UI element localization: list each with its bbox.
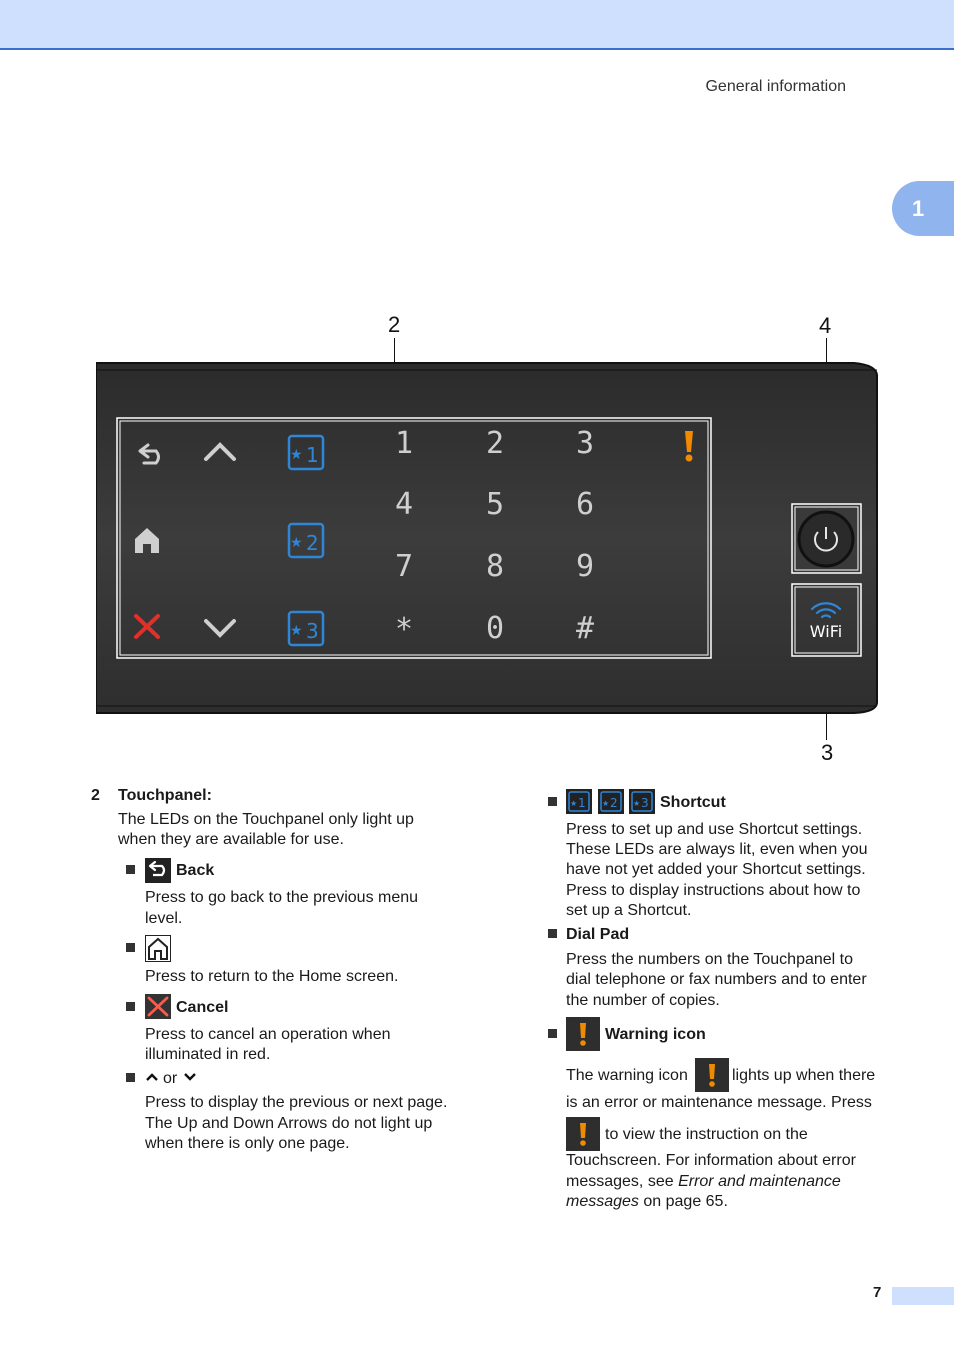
dialpad-title: Dial Pad — [566, 926, 630, 943]
digit-4: 4 — [394, 487, 414, 522]
intro-line-1: The LEDs on the Touchpanel only light up — [118, 811, 414, 828]
down-caret-icon — [183, 1072, 197, 1082]
cancel-icon-small — [145, 994, 171, 1019]
digit-8: 8 — [485, 549, 505, 584]
item-number: 2 — [91, 787, 100, 804]
svg-text:★: ★ — [602, 799, 610, 808]
svg-text:2: 2 — [306, 531, 319, 555]
digit-7: 7 — [394, 549, 414, 584]
warning-icon — [566, 1017, 600, 1051]
shortcut-title: Shortcut — [660, 794, 726, 811]
svg-text:3: 3 — [306, 619, 319, 643]
bullet-dialpad — [548, 929, 557, 938]
shortcut-desc-4: Press to display instructions about how to — [566, 882, 861, 899]
warning-desc-3: to view the instruction on the — [605, 1126, 808, 1143]
digit-5: 5 — [485, 487, 505, 522]
digit-0: 0 — [485, 611, 505, 646]
callout-3: 3 — [821, 740, 834, 765]
shortcut-desc-3: have not yet added your Shortcut settings. — [566, 861, 866, 878]
back-desc-2: level. — [145, 910, 183, 927]
shortcut-desc-1: Press to set up and use Shortcut settings. — [566, 821, 863, 838]
svg-text:★: ★ — [290, 535, 303, 551]
header-band — [0, 0, 954, 50]
section-title: General information — [705, 78, 846, 95]
xref-title-part1[interactable]: Error and maintenance — [678, 1173, 841, 1190]
cancel-desc-2: illuminated in red. — [145, 1046, 271, 1063]
warning-desc-1a: The warning icon — [566, 1067, 688, 1084]
callout-2: 2 — [388, 312, 401, 337]
cancel-desc-1: Press to cancel an operation when — [145, 1026, 391, 1043]
svg-text:★: ★ — [570, 799, 578, 808]
svg-text:★: ★ — [290, 447, 303, 463]
dialpad-desc-3: the number of copies. — [566, 992, 720, 1009]
digit-2: 2 — [485, 426, 505, 461]
bullet-cancel — [126, 1002, 135, 1011]
warning-desc-5: messages, see Error and maintenance — [566, 1173, 841, 1190]
svg-text:★: ★ — [633, 799, 641, 808]
bullet-home — [126, 943, 135, 952]
svg-text:WiFi: WiFi — [809, 622, 843, 641]
page-number: 7 — [873, 1284, 882, 1301]
back-title: Back — [176, 862, 215, 879]
item-title: Touchpanel: — [118, 787, 212, 804]
bullet-arrows — [126, 1073, 135, 1082]
warning-desc-6: messages on page 65. — [566, 1193, 728, 1210]
dialpad-desc-1: Press the numbers on the Touchpanel to — [566, 951, 853, 968]
page-tab — [892, 1287, 954, 1305]
svg-text:3: 3 — [641, 796, 649, 810]
warning-icon-inline-2 — [566, 1117, 600, 1151]
bullet-warning — [548, 1029, 557, 1038]
warning-desc-2: is an error or maintenance message. Press — [566, 1094, 872, 1111]
digit-6: 6 — [575, 487, 595, 522]
home-desc: Press to return to the Home screen. — [145, 968, 399, 985]
digit-1: 1 — [394, 426, 414, 461]
shortcut-icons-row — [566, 789, 658, 819]
arrows-or: or — [163, 1070, 178, 1087]
digit-3: 3 — [575, 426, 595, 461]
intro-line-2: when they are available for use. — [118, 831, 344, 848]
chapter-tab: 1 — [892, 181, 954, 236]
back-icon — [145, 858, 171, 883]
dialpad-desc-2: dial telephone or fax numbers and to enter — [566, 971, 867, 988]
svg-text:1: 1 — [306, 443, 319, 467]
arrows-desc-3: when there is only one page. — [145, 1135, 350, 1152]
digit-9: 9 — [575, 549, 595, 584]
arrows-desc-2: The Up and Down Arrows do not light up — [145, 1115, 433, 1132]
control-panel-illustration — [96, 361, 878, 715]
cancel-title: Cancel — [176, 999, 229, 1016]
warning-desc-4: Touchscreen. For information about error — [566, 1152, 856, 1169]
home-icon-small — [145, 935, 171, 962]
svg-text:1: 1 — [578, 796, 586, 810]
callout-4: 4 — [819, 313, 832, 338]
digit-star: * — [394, 612, 414, 647]
bullet-back — [126, 865, 135, 874]
back-desc-1: Press to go back to the previous menu — [145, 889, 419, 906]
warning-icon-inline-1 — [695, 1058, 729, 1092]
xref-title-part2[interactable]: messages — [566, 1193, 639, 1210]
svg-text:★: ★ — [290, 623, 303, 639]
bullet-shortcut — [548, 797, 557, 806]
shortcut-desc-2: These LEDs are always lit, even when you — [566, 841, 868, 858]
warning-desc-1b: lights up when there — [732, 1067, 876, 1084]
up-caret-icon — [145, 1072, 159, 1082]
shortcut-desc-5: set up a Shortcut. — [566, 902, 692, 919]
arrows-desc-1: Press to display the previous or next page. — [145, 1094, 448, 1111]
digit-hash: # — [575, 611, 595, 646]
warning-title: Warning icon — [605, 1026, 706, 1043]
svg-text:2: 2 — [610, 796, 618, 810]
